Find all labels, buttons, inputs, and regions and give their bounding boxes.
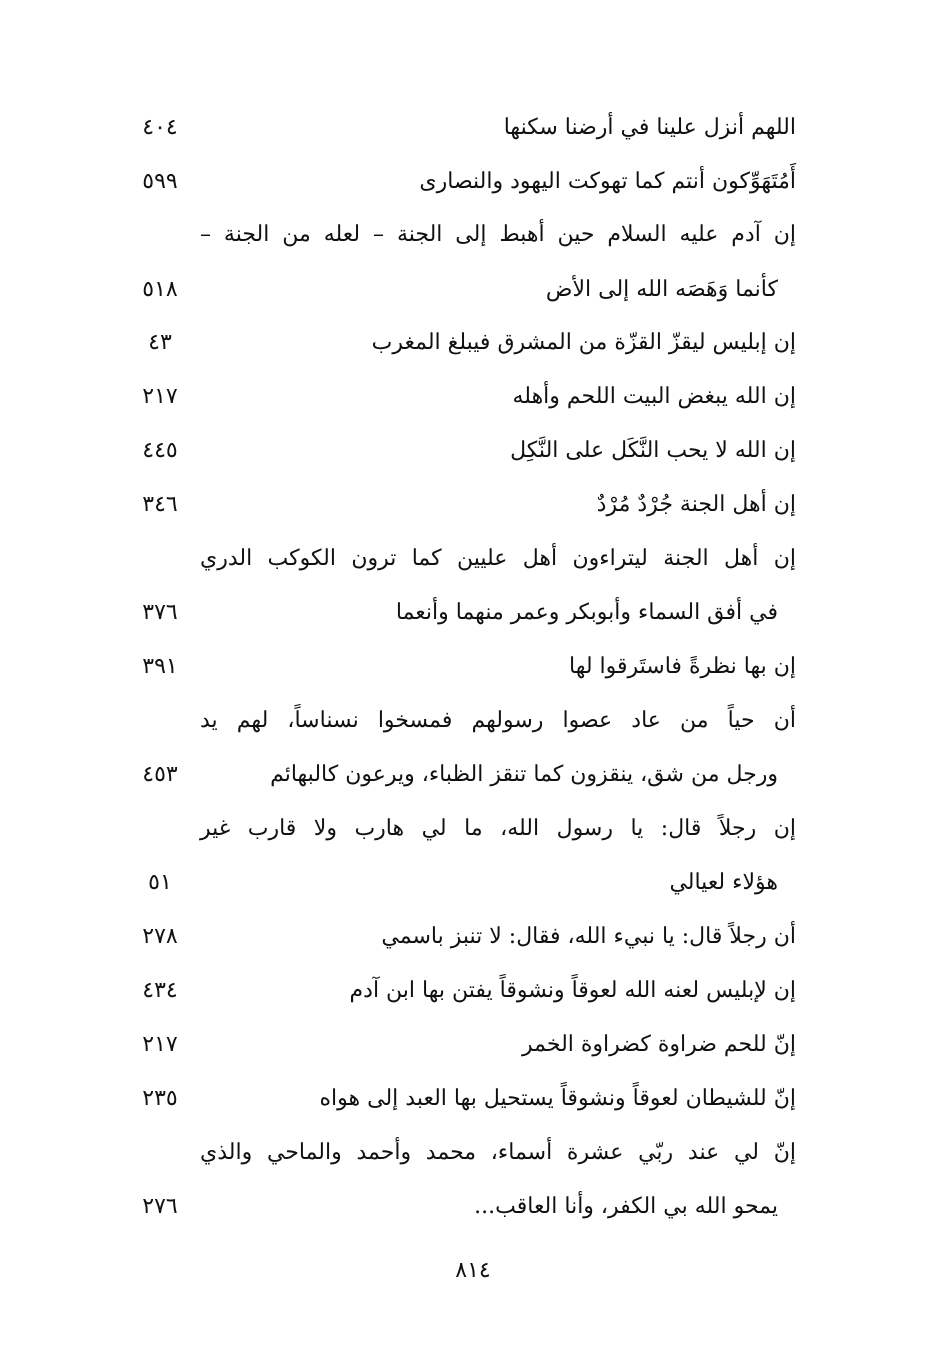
entry-page-number: ٣٩١: [142, 653, 178, 679]
index-entry: [120, 208, 800, 261]
entry-text: إنّ للحم ضراوة كضراوة الخمر: [522, 1031, 796, 1057]
entry-page-number: ٣٤٦: [142, 491, 178, 517]
entry-page-number: ٢١٧: [142, 1031, 178, 1057]
index-entry-continuation: [120, 263, 800, 316]
entry-text: إن آدم عليه السلام حين أهبط إلى الجنة – لعله من الجنة –: [200, 221, 796, 247]
entry-page-number: ٢٧٦: [142, 1193, 178, 1219]
entry-text: إن الله يبغض البيت اللحم وأهله: [512, 383, 796, 409]
page-number-footer: ٨١٤: [455, 1258, 491, 1283]
index-entry: [120, 1126, 800, 1179]
index-entry: [120, 1072, 800, 1125]
entry-page-number: ٥٩٩: [142, 168, 178, 194]
index-entry: [120, 640, 800, 693]
index-entry: [120, 370, 800, 423]
entry-page-number: ٤٣٤: [142, 977, 178, 1003]
index-entry: [120, 910, 800, 963]
entry-page-number: ٢١٧: [142, 383, 178, 409]
entry-text: إن بها نظرةً فاستَرقوا لها: [568, 653, 796, 679]
index-entry-continuation: [120, 856, 800, 909]
index-entry: [120, 964, 800, 1017]
index-entry: [120, 1018, 800, 1071]
entry-text: كأنما وَهَصَه الله إلى الأض: [545, 276, 778, 302]
index-entry: [120, 478, 800, 531]
index-entry: [120, 101, 800, 154]
entry-text: إن رجلاً قال: يا رسول الله، ما لي هارب ولا قارب غير: [200, 815, 797, 841]
index-entry: [120, 155, 800, 208]
entry-page-number: ٥١٨: [142, 276, 178, 302]
entry-page-number: ٤٣: [148, 329, 172, 355]
entry-page-number: ٥١: [148, 869, 172, 895]
entry-text: ورجل من شق، ينقزون كما تنقز الظباء، ويرعون كالبهائم: [270, 761, 778, 787]
index-entry-continuation: [120, 748, 800, 801]
entry-text: إنّ لي عند ربّي عشرة أسماء، محمد وأحمد والماحي والذي: [200, 1139, 796, 1165]
entry-text: إن إبليس ليقزّ القزّة من المشرق فيبلغ المغرب: [371, 329, 796, 355]
entry-page-number: ٢٧٨: [142, 923, 178, 949]
index-entry: [120, 424, 800, 477]
index-entry: [120, 316, 800, 369]
entry-text: أن حياً من عاد عصوا رسولهم فمسخوا نسناساً، لهم يد: [200, 707, 796, 733]
index-entry: [120, 802, 800, 855]
entry-text: يمحو الله بي الكفر، وأنا العاقب...: [474, 1193, 778, 1219]
entry-text: إن أهل الجنة جُرْدٌ مُرْدٌ: [596, 491, 796, 517]
entry-page-number: ٤٤٥: [142, 437, 178, 463]
entry-text: إن الله لا يحب النَّكَل على النَّكِل: [510, 437, 796, 463]
entry-page-number: ٣٧٦: [142, 599, 178, 625]
entry-text: أن رجلاً قال: يا نبيء الله، فقال: لا تنبز باسمي: [381, 923, 796, 949]
entry-page-number: ٤٠٤: [142, 114, 178, 140]
index-entry: [120, 532, 800, 585]
entry-text: إنّ للشيطان لعوقاً ونشوقاً يستحيل بها العبد إلى هواه: [319, 1085, 796, 1111]
entry-text: هؤلاء لعيالي: [669, 869, 778, 895]
entry-page-number: ٢٣٥: [142, 1085, 178, 1111]
entry-text: في أفق السماء وأبوبكر وعمر منهما وأنعما: [395, 599, 778, 625]
index-entry-continuation: [120, 586, 800, 639]
entry-text: اللهم أنزل علينا في أرضنا سكنها: [503, 114, 796, 140]
entry-page-number: ٤٥٣: [142, 761, 178, 787]
index-entry: [120, 694, 800, 747]
index-entry-continuation: [120, 1180, 800, 1233]
entry-text: أَمُتَهَوِّكون أنتم كما تهوكت اليهود والنصارى: [419, 168, 796, 194]
entry-text: إن أهل الجنة ليتراءون أهل عليين كما ترون الكوكب الدري: [200, 545, 796, 571]
entry-text: إن لإبليس لعنه الله لعوقاً ونشوقاً يفتن بها ابن آدم: [349, 977, 796, 1003]
